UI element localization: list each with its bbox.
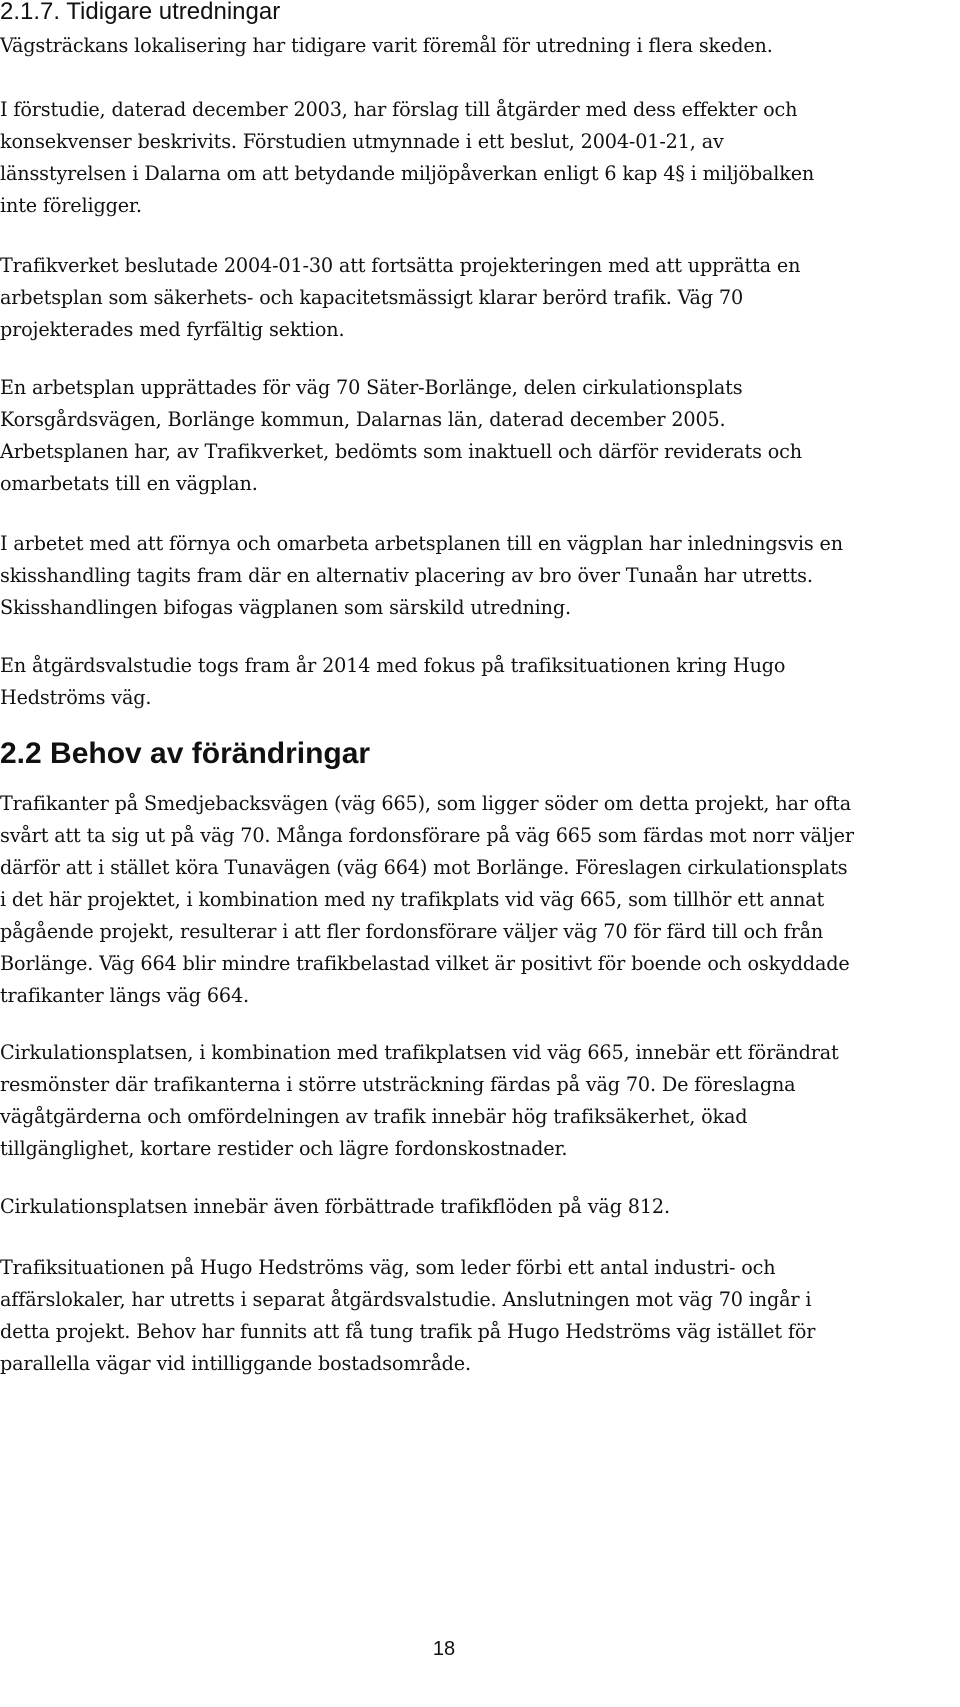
text-line: pågående projekt, resulterar i att fler fordonsförare väljer väg 70 för färd till och från (0, 920, 824, 943)
text-line: Skisshandlingen bifogas vägplanen som särskild utredning. (0, 596, 571, 619)
text-line: detta projekt. Behov har funnits att få tung trafik på Hugo Hedströms väg istället för (0, 1320, 816, 1343)
text-line: Trafikanter på Smedjebacksvägen (väg 665), som ligger söder om detta projekt, har ofta (0, 792, 852, 815)
text-line: omarbetats till en vägplan. (0, 472, 258, 495)
text-line: I arbetet med att förnya och omarbeta arbetsplanen till en vägplan har inledningsvis en (0, 532, 843, 555)
section-heading: 2.1.7. Tidigare utredningar (0, 0, 281, 25)
text-line: skisshandling tagits fram där en alternativ placering av bro över Tunaån har utretts. (0, 564, 813, 587)
paragraph-skisshandling (0, 528, 950, 624)
text-line: därför att i stället köra Tunavägen (väg 664) mot Borlänge. Föreslagen cirkulationsplats (0, 856, 848, 879)
text-line: En arbetsplan upprättades för väg 70 Säter-Borlänge, delen cirkulationsplats (0, 376, 743, 399)
text-line: Cirkulationsplatsen innebär även förbättrade trafikflöden på väg 812. (0, 1195, 670, 1218)
text-line: Hedströms väg. (0, 686, 152, 709)
text-line: i det här projektet, i kombination med ny trafikplats vid väg 665, som tillhör ett annat (0, 888, 825, 911)
text-line: Trafiksituationen på Hugo Hedströms väg, som leder förbi ett antal industri- och (0, 1256, 776, 1279)
text-line: länsstyrelsen i Dalarna om att betydande miljöpåverkan enligt 6 kap 4§ i miljöbalken (0, 162, 815, 185)
paragraph-trafikverket-beslut (0, 250, 950, 346)
text-line: tillgänglighet, kortare restider och lägre fordonskostnader. (0, 1137, 568, 1160)
text-line: Trafikverket beslutade 2004-01-30 att fortsätta projekteringen med att upprätta en (0, 254, 801, 277)
text-line: svårt att ta sig ut på väg 70. Många fordonsförare på väg 665 som färdas mot norr väljer (0, 824, 854, 847)
text-line: arbetsplan som säkerhets- och kapacitetsmässigt klarar berörd trafik. Väg 70 (0, 286, 744, 309)
text-line: Vägsträckans lokalisering har tidigare varit föremål för utredning i flera skeden. (0, 34, 773, 57)
text-line: projekterades med fyrfältig sektion. (0, 318, 345, 341)
text-line: resmönster där trafikanterna i större utsträckning färdas på väg 70. De föreslagna (0, 1073, 796, 1096)
text-line: I förstudie, daterad december 2003, har förslag till åtgärder med dess effekter och (0, 98, 798, 121)
paragraph-hugo-hedstroms-vag (0, 1252, 950, 1380)
text-line: Arbetsplanen har, av Trafikverket, bedömts som inaktuell och därför reviderats och (0, 440, 802, 463)
text-line: Korsgårdsvägen, Borlänge kommun, Dalarnas län, daterad december 2005. (0, 408, 726, 431)
text-line: Cirkulationsplatsen, i kombination med trafikplatsen vid väg 665, innebär ett förändrat (0, 1041, 839, 1064)
text-line: konsekvenser beskrivits. Förstudien utmynnade i ett beslut, 2004-01-21, av (0, 130, 724, 153)
text-line: parallella vägar vid intilliggande bostadsområde. (0, 1352, 471, 1375)
paragraph-trafikfloden (0, 1191, 950, 1223)
text-line: vägåtgärderna och omfördelningen av trafik innebär hög trafiksäkerhet, ökad (0, 1105, 748, 1128)
text-line: En åtgärdsvalstudie togs fram år 2014 med fokus på trafiksituationen kring Hugo (0, 654, 786, 677)
paragraph-forstudie (0, 94, 950, 222)
text-line: inte föreligger. (0, 194, 142, 217)
paragraph-cirkulationsplatsen (0, 1037, 950, 1165)
page-number: 18 (432, 1638, 456, 1660)
paragraph-trafikanter (0, 788, 950, 1012)
paragraph-localization (0, 30, 950, 62)
text-line: Borlänge. Väg 664 blir mindre trafikbelastad vilket är positivt för boende och oskyddade (0, 952, 850, 975)
main-heading: 2.2 Behov av förändringar (0, 737, 371, 770)
text-line: trafikanter längs väg 664. (0, 984, 249, 1007)
text-line: affärslokaler, har utretts i separat åtgärdsvalstudie. Anslutningen mot väg 70 ingår i (0, 1288, 812, 1311)
paragraph-atgardsvalstudie (0, 650, 950, 714)
paragraph-arbetsplan (0, 372, 950, 500)
